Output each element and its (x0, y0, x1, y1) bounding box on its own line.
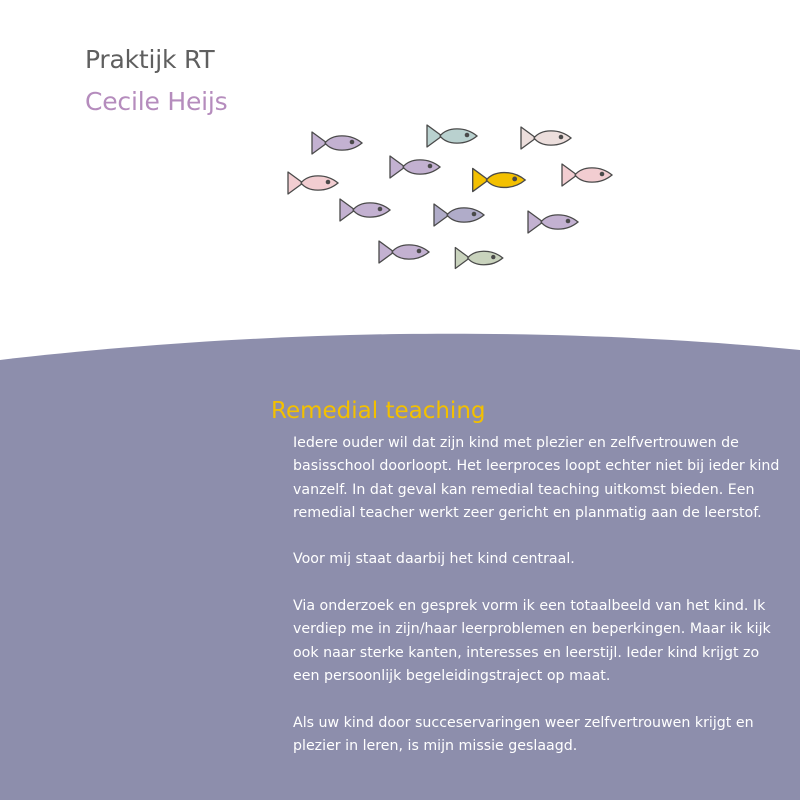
fish-icon (312, 132, 362, 154)
fish-eye (491, 255, 495, 259)
fish-eye (417, 249, 422, 254)
fish-eye (465, 133, 470, 138)
remedial-teaching-section (271, 394, 786, 781)
fish-icon (434, 204, 484, 226)
fish-eye (326, 180, 331, 185)
paragraph-intro: Iedere ouder wil dat zijn kind met plezier en zelfvertrouwen de basisschool doorloopt. Het leerproces loopt echter niet bij ieder kind vanzelf. In dat geval kan remedial teaching uitkomst bieden. Een remedial teacher werkt zeer gericht en planmatig aan de leerstof. (293, 435, 780, 521)
paragraph-central: Voor mij staat daarbij het kind centraal. (293, 551, 575, 568)
fish-body (534, 131, 571, 145)
fish-body (392, 245, 429, 259)
fish-eye (559, 135, 564, 140)
fish-icon (340, 199, 390, 221)
fish-body (301, 176, 338, 190)
school-of-fish-icon (280, 115, 620, 280)
fish-icon (379, 241, 429, 263)
fish-body (541, 215, 578, 229)
fish-icon (288, 172, 338, 194)
fish-eye (350, 140, 355, 145)
fish-icon (390, 156, 440, 178)
fish-body (447, 208, 484, 222)
section-body (293, 432, 786, 758)
section-title: Remedial teaching (271, 398, 486, 424)
fish-eye (428, 164, 433, 169)
fish-eye (378, 207, 383, 212)
fish-body (575, 168, 612, 182)
fish-body (486, 173, 525, 188)
fish-body (403, 160, 440, 174)
brand-name: Praktijk RT (85, 45, 215, 74)
fish-eye (472, 212, 477, 217)
fish-eye (512, 177, 517, 182)
brand-owner-name: Cecile Heijs (85, 87, 228, 116)
fish-body (325, 136, 362, 150)
fish-icon (473, 168, 526, 191)
paragraph-mission: Als uw kind door succeservaringen weer zelfvertrouwen krijgt en plezier in leren, is mijn missie geslaagd. (293, 714, 754, 754)
fish-body (468, 251, 503, 265)
fish-icon (562, 164, 612, 186)
fish-eye (566, 219, 571, 224)
fish-icon (455, 248, 503, 269)
fish-icon (521, 127, 571, 149)
fish-eye (600, 172, 605, 177)
fish-icon (427, 125, 477, 147)
fish-body (353, 203, 390, 217)
paragraph-approach: Via onderzoek en gesprek vorm ik een totaalbeeld van het kind. Ik verdiep me in zijn/haar leerproblemen en beperkingen. Maar ik kijk ook naar sterke kanten, interesses en leerstijl. Ieder kind krijgt zo een persoonlijk begeleidingstraject op maat. (293, 598, 771, 684)
brand-logo-text (85, 44, 228, 118)
fish-icon (528, 211, 578, 233)
fish-body (440, 129, 477, 143)
